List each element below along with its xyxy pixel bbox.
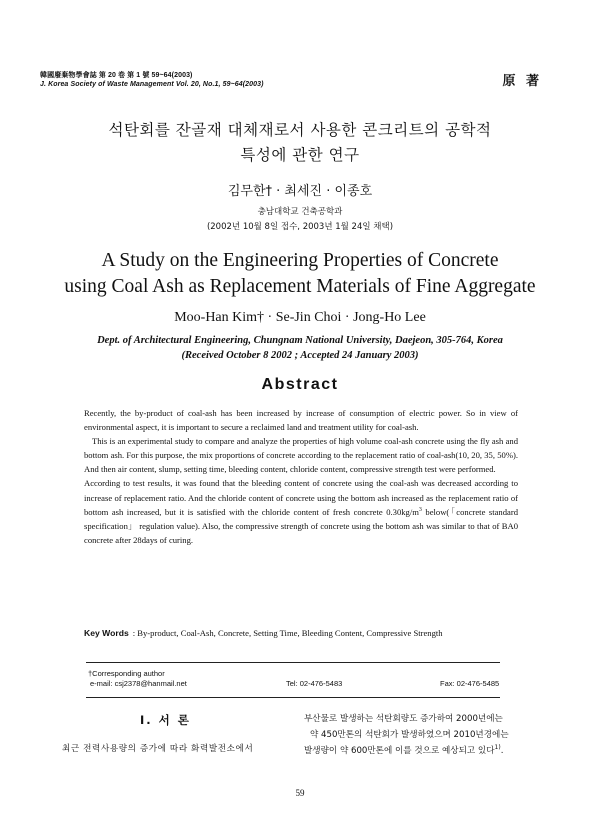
corresponding-fax: Fax: 02-476-5485 xyxy=(440,679,500,688)
keywords xyxy=(84,626,518,640)
english-authors: Moo-Han Kim† · Se-Jin Choi · Jong-Ho Lee xyxy=(174,310,426,325)
intro-right-line-3 xyxy=(304,744,503,756)
korean-title-line-2: 특성에 관한 연구 xyxy=(240,146,360,164)
footnote-divider-top xyxy=(86,662,500,663)
abstract-paragraph-2: This is an experimental study to compare and analyze the properties of high volume coal-ash concrete using the fly ash and bottom ash. For this purpose, the mix proportions of concrete according to the replacement ratio of coal-ash(10, 20, 35, 50%). And then air content, slump, setting time, bleeding content, chloride content, compressive strength test were performed. xyxy=(84,436,518,475)
intro-left-line-1: 최근 전력사용량의 증가에 따라 화력발전소에서 xyxy=(62,744,254,754)
page-number: 59 xyxy=(295,788,305,798)
corresponding-email: e-mail: csj2378@hanmail.net xyxy=(90,679,187,688)
intro-right-line-2: 약 450만톤의 석탄회가 발생하였으며 2010년경에는 xyxy=(310,730,509,740)
abstract-p3-text-end: below(「concrete standard specification」 regulation value). Also, the compressive strength of concrete using the bottom ash was similar to that of BA0 concrete after 28days of curing. xyxy=(84,506,518,545)
corresponding-author-note: †Corresponding author xyxy=(88,669,165,678)
keywords-label: Key Words xyxy=(84,628,129,638)
intro-right-line-3-end: . xyxy=(500,746,504,756)
journal-english-citation: J. Korea Society of Waste Management Vol. 20, No.1, 59~64(2003) xyxy=(40,81,264,88)
english-dates: (Received October 8 2002 ; Accepted 24 January 2003) xyxy=(181,350,419,361)
abstract-paragraph-3 xyxy=(84,476,518,546)
korean-dates: (2002년 10월 8일 접수, 2003년 1월 24일 채택) xyxy=(206,222,394,232)
keywords-text: : By-product, Coal-Ash, Concrete, Setting Time, Bleeding Content, Compressive Strength xyxy=(132,628,443,638)
citation-ref: 1) xyxy=(494,744,501,752)
korean-title-line-1: 석탄회를 잔골재 대체재로서 사용한 콘크리트의 공학적 xyxy=(108,121,492,139)
english-title-line-2: using Coal Ash as Replacement Materials of Fine Aggregate xyxy=(64,276,536,297)
journal-korean-citation: 韓國廢棄物學會誌 第 20 卷 第 1 號 59~64(2003) xyxy=(40,72,193,79)
english-title-line-1: A Study on the Engineering Properties of Concrete xyxy=(101,250,499,271)
abstract-p3-superscript: 3 xyxy=(418,506,422,513)
introduction-heading: I. 서 론 xyxy=(140,713,191,727)
corresponding-tel: Tel: 02-476-5483 xyxy=(286,679,343,688)
korean-affiliation: 충남대학교 건축공학과 xyxy=(257,207,343,217)
article-type-badge: 原 著 xyxy=(502,74,542,89)
abstract-body xyxy=(84,406,518,547)
english-affiliation: Dept. of Architectural Engineering, Chungnam National University, Daejeon, 305-764, Korea xyxy=(97,335,503,346)
intro-right-line-1: 부산물로 발생하는 석탄회량도 증가하여 2000년에는 xyxy=(304,714,503,724)
abstract-p3-text: According to test results, it was found that the bleeding content of concrete using the coal-ash was decreased according to increase of replacement ratio. And the chloride content of concrete using the bottom ash increased as the replacement ratio of bottom ash increased, but it is satisfied with the chloride content of fresh concrete 0.30kg/m xyxy=(84,478,518,517)
footnote-divider-bottom xyxy=(86,697,500,698)
korean-authors: 김무한† · 최세진 · 이종호 xyxy=(227,184,373,199)
abstract-heading: Abstract xyxy=(261,376,339,393)
abstract-paragraph-1: Recently, the by-product of coal-ash has been increased by increase of consumption of electric power. So in view of environmental aspect, it is important to secure a reclaimed land and treatment utility for coal-ash. xyxy=(84,408,518,433)
intro-right-line-3-text: 발생량이 약 600만톤에 이를 것으로 예상되고 있다 xyxy=(304,746,495,756)
